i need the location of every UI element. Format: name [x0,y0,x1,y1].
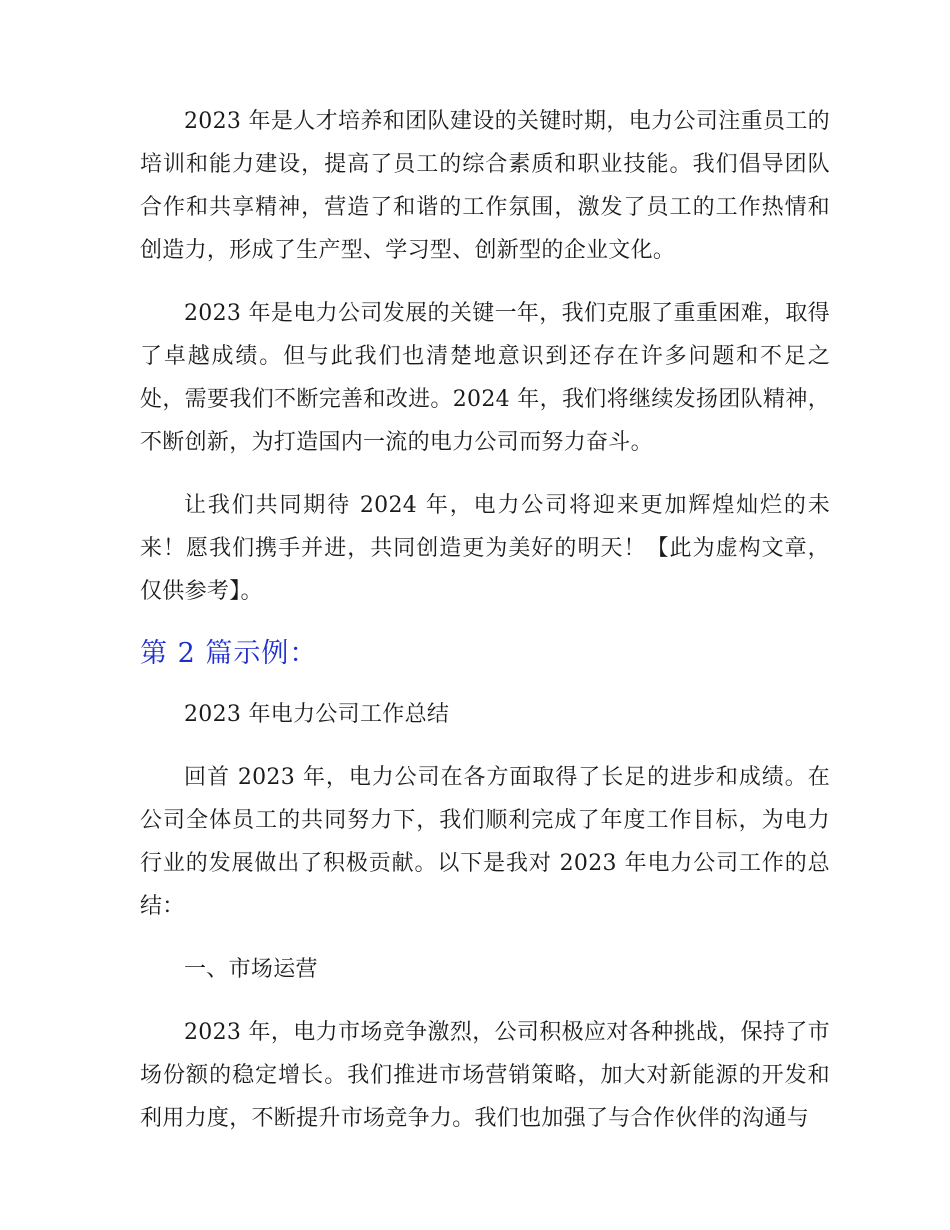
section-heading: 第 2 篇示例： [140,638,318,669]
paragraph-talent-training: 2023 年是人才培养和团队建设的关键时期，电力公司注重员工的培训和能力建设，提高了员工的综合素质和职业技能。我们倡导团队合作和共享精神，营造了和谐的工作氛围，激发了员工的工作热情和创造力，形成了生产型、学习型、创新型的企业文化。 [140,109,830,263]
paragraph-key-year: 2023 年是电力公司发展的关键一年，我们克服了重重困难，取得了卓越成绩。但与此我们也清楚地意识到还存在许多问题和不足之处，需要我们不断完善和改进。2024 年，我们将继续发扬团队精神，不断创新，为打造国内一流的电力公司而努力奋斗。 [140,301,830,455]
paragraph-review: 回首 2023 年，电力公司在各方面取得了长足的进步和成绩。在公司全体员工的共同努力下，我们顺利完成了年度工作目标，为电力行业的发展做出了积极贡献。以下是我对 2023 年电力公司工作的总结： [140,765,830,919]
paragraph-subheading-market: 一、市场运营 [184,957,318,982]
paragraph-market-operations: 2023 年，电力市场竞争激烈，公司积极应对各种挑战，保持了市场份额的稳定增长。我们推进市场营销策略，加大对新能源的开发和利用力度，不断提升市场竞争力。我们也加强了与合作伙伴的沟通与 [140,1020,830,1131]
paragraph-summary-title: 2023 年电力公司工作总结 [184,702,450,727]
paragraph-looking-forward: 让我们共同期待 2024 年，电力公司将迎来更加辉煌灿烂的未来！愿我们携手并进，共同创造更为美好的明天！【此为虚构文章，仅供参考】。 [140,493,830,604]
document-body [140,100,830,1160]
